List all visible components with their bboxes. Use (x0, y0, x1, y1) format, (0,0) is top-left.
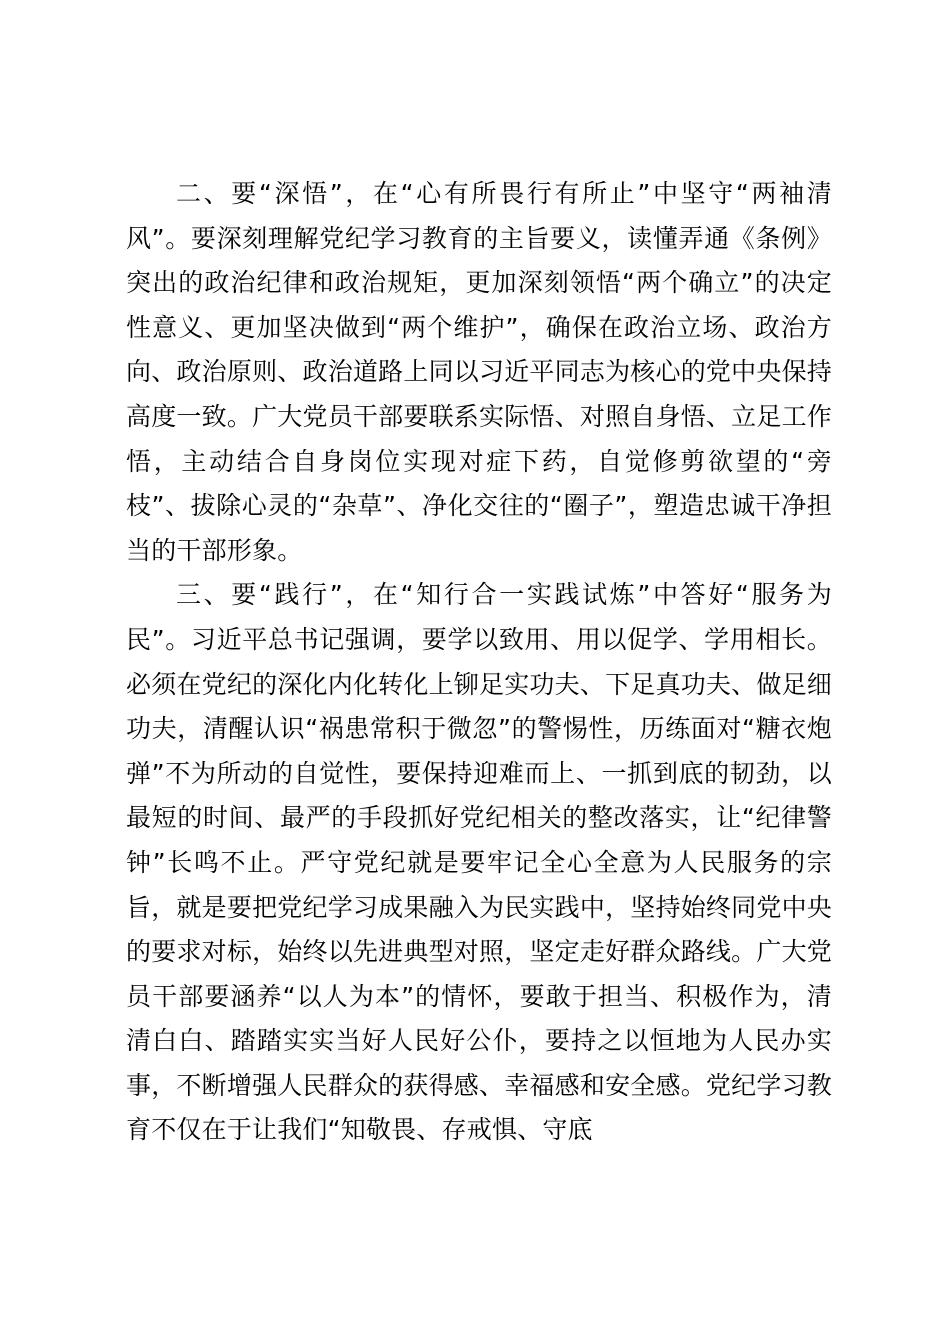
document-body (126, 172, 832, 1153)
paragraph-section-two: 二、要“深悟”，在“心有所畏行有所止”中坚守“两袖清风”。要深刻理解党纪学习教育的主旨要义，读懂弄通《条例》突出的政治纪律和政治规矩，更加深刻领悟“两个确立”的决定性意义、更加坚决做到“两个维护”，确保在政治立场、政治方向、政治原则、政治道路上同以习近平同志为核心的党中央保持高度一致。广大党员干部要联系实际悟、对照自身悟、立足工作悟，主动结合自身岗位实现对症下药，自觉修剪欲望的“旁枝”、拔除心灵的“杂草”、净化交往的“圈子”，塑造忠诚干净担当的干部形象。 (126, 179, 832, 565)
paragraph-section-three: 三、要“践行”，在“知行合一实践试炼”中答好“服务为民”。习近平总书记强调，要学以致用、用以促学、学用相长。必须在党纪的深化内化转化上铆足实功夫、下足真功夫、做足细功夫，清醒认识“祸患常积于微忽”的警惕性，历练面对“糖衣炮弹”不为所动的自觉性，要保持迎难而上、一抓到底的韧劲，以最短的时间、最严的手段抓好党纪相关的整改落实，让“纪律警钟”长鸣不止。严守党纪就是要牢记全心全意为人民服务的宗旨，就是要把党纪学习成果融入为民实践中，坚持始终同党中央的要求对标，始终以先进典型对照，坚定走好群众路线。广大党员干部要涵养“以人为本”的情怀，要敢于担当、积极作为，清清白白、踏踏实实当好人民好公仆，要持之以恒地为人民办实事，不断增强人民群众的获得感、幸福感和安全感。党纪学习教育不仅在于让我们“知敬畏、存戒惧、守底 (126, 580, 832, 1145)
